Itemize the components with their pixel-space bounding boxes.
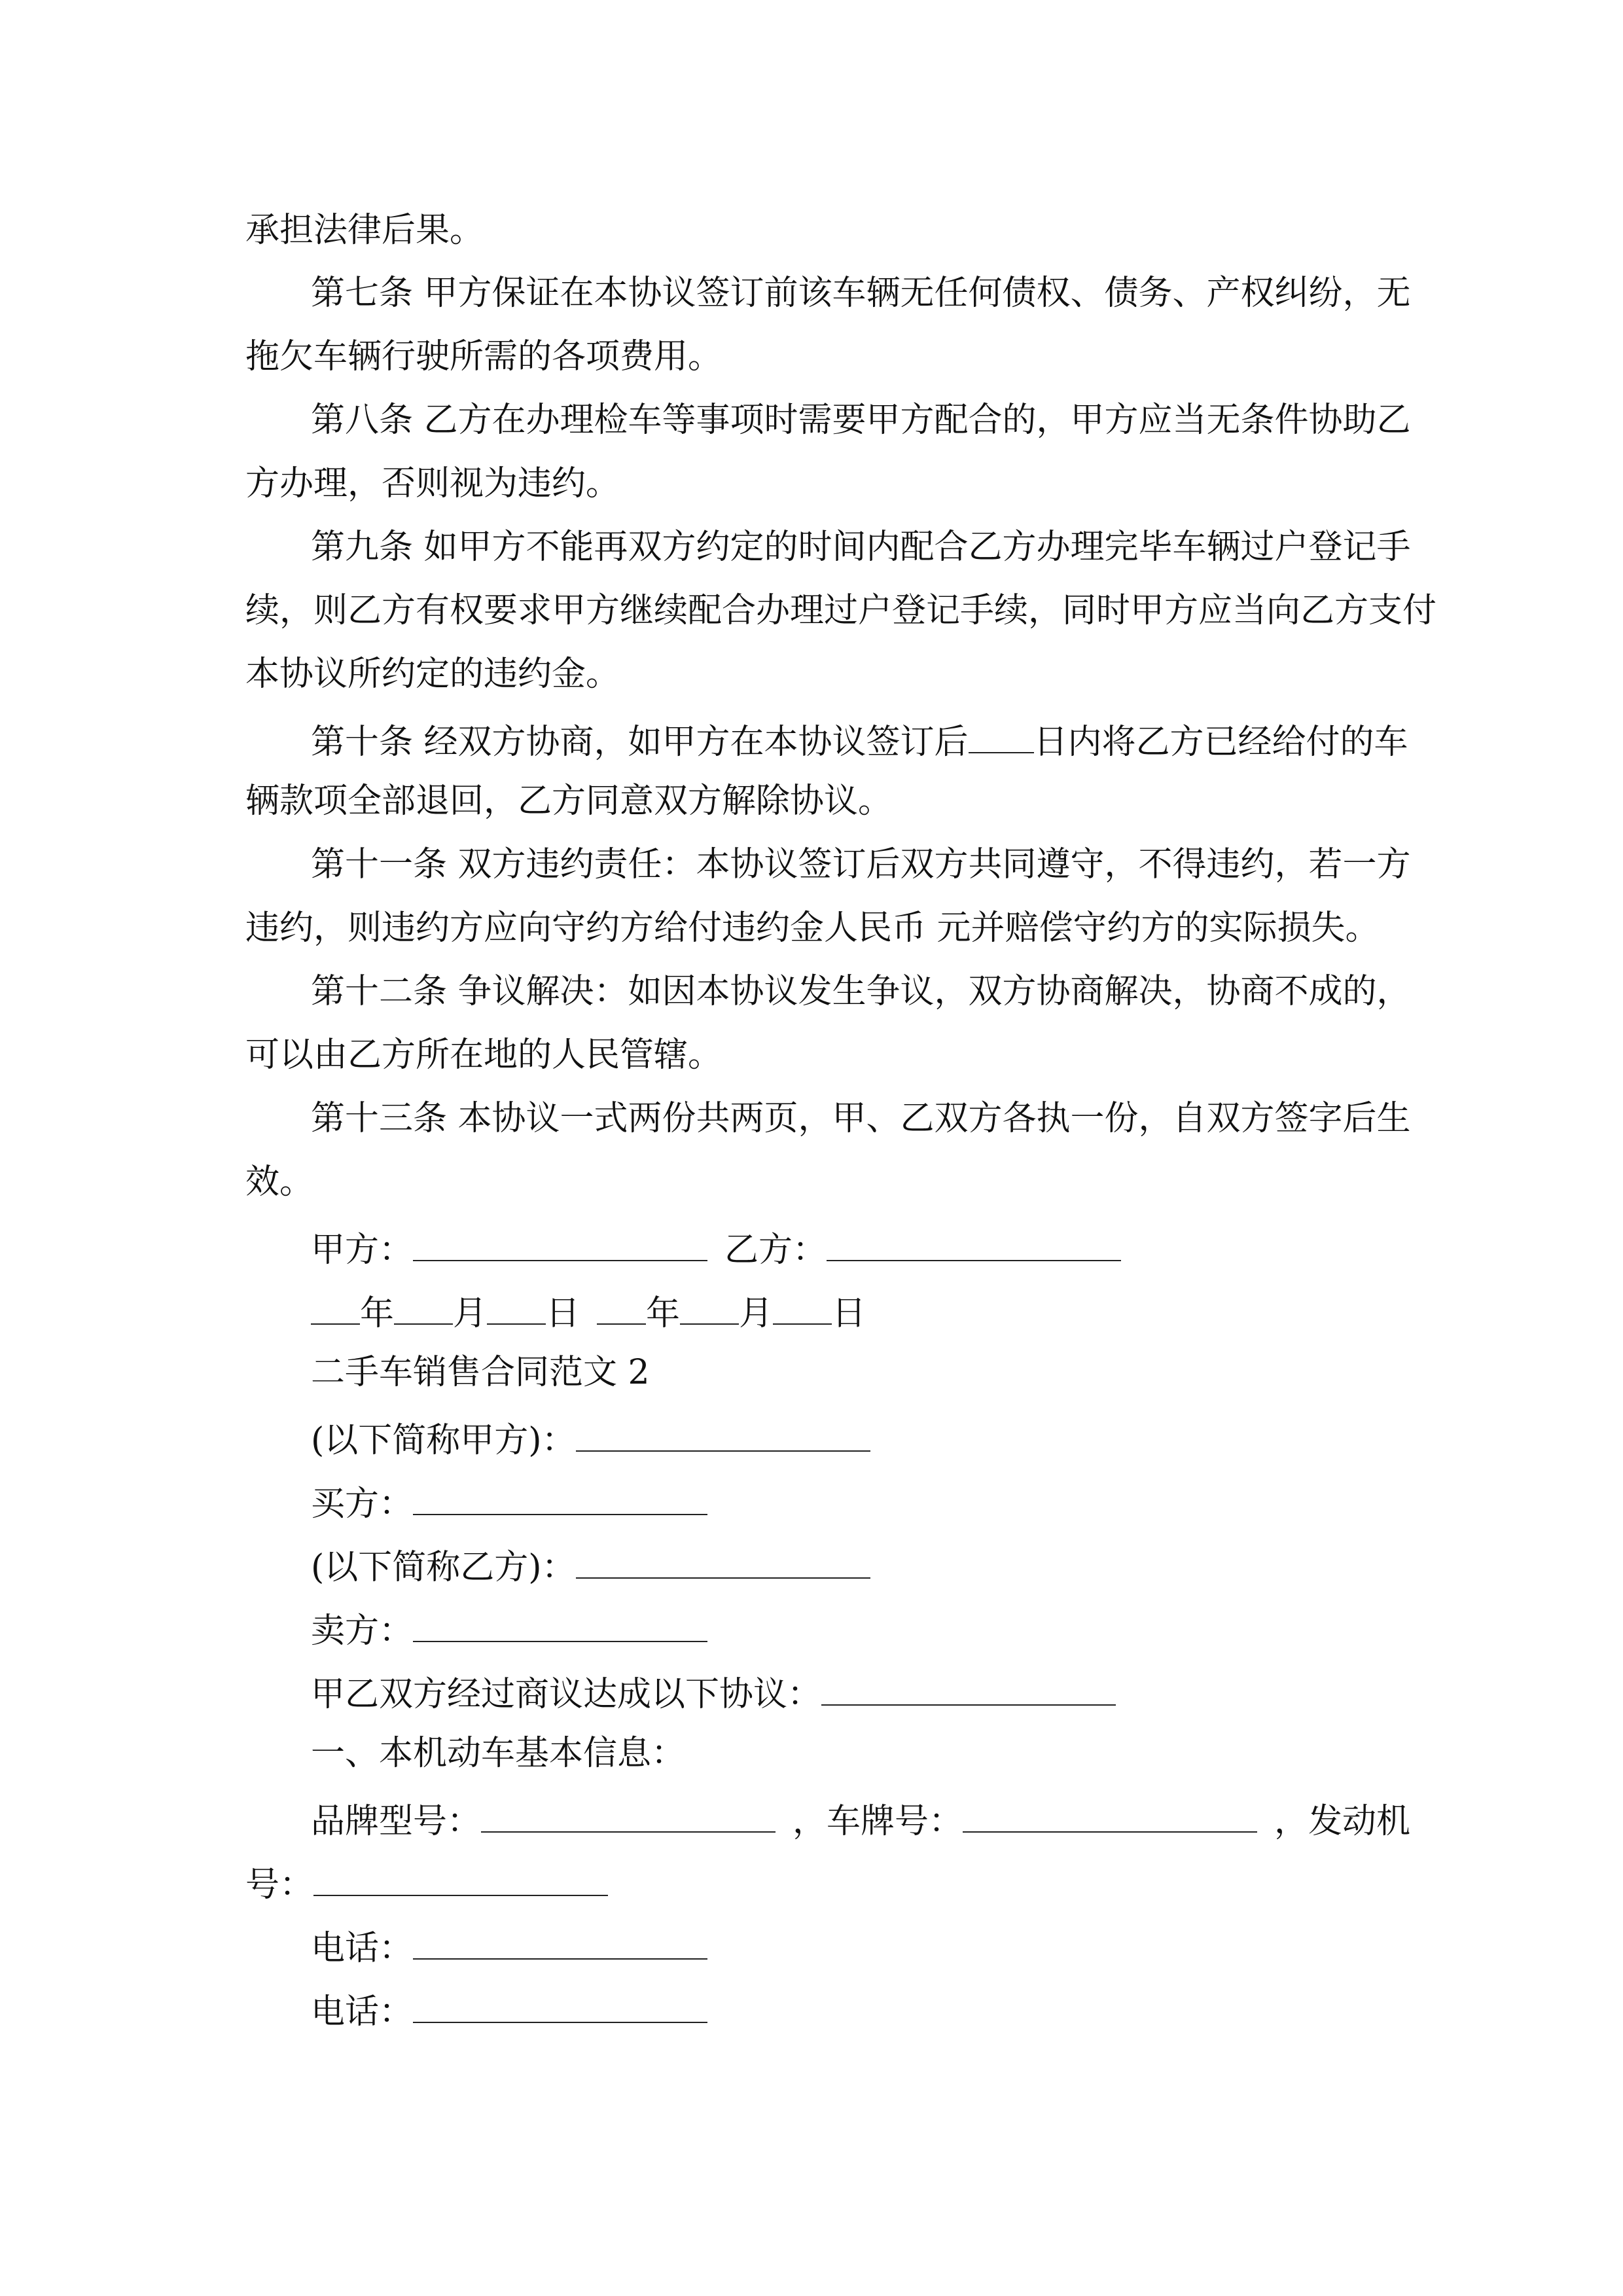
party-b-field[interactable] — [827, 1226, 1121, 1261]
engine-row — [245, 1861, 1384, 1905]
clause-12-line-1: 第十二条 争议解决：如因本协议发生争议，双方协商解决，协商不成的， — [311, 972, 1411, 1011]
agreement-row — [311, 1670, 1384, 1714]
phone-row-1 — [311, 1924, 1384, 1968]
engine-label-suffix: 号： — [245, 1865, 314, 1905]
vehicle-info-row — [311, 1797, 1411, 1841]
vehicle-info-heading: 一、本机动车基本信息： — [311, 1734, 686, 1773]
clause-8-line-1: 第八条 乙方在办理检车等事项时需要甲方配合的，甲方应当无条件协助乙 — [311, 401, 1411, 440]
clause-7-line-1: 第七条 甲方保证在本协议签订前该车辆无任何债权、债务、产权纠纷，无 — [311, 274, 1411, 313]
year-label: 年 — [360, 1294, 395, 1333]
month-label: 月 — [739, 1294, 774, 1333]
days-blank[interactable] — [969, 718, 1034, 753]
clause-13-line-2: 效。 — [245, 1162, 314, 1202]
hereinafter-b-row — [311, 1543, 1384, 1587]
clause-11-line-1: 第十一条 双方违约责任：本协议签订后双方共同遵守，不得违约，若一方 — [311, 845, 1411, 884]
date-row — [311, 1289, 1384, 1333]
brand-model-field[interactable] — [481, 1797, 776, 1833]
clause-9-line-3: 本协议所约定的违约金。 — [245, 655, 620, 694]
party-a-field[interactable] — [413, 1226, 707, 1261]
plate-label: ，车牌号： — [793, 1802, 963, 1841]
hereinafter-a-row — [311, 1416, 1384, 1460]
year-label: 年 — [646, 1294, 681, 1333]
section-title: 二手车销售合同范文 2 — [311, 1353, 650, 1392]
day-label: 日 — [546, 1294, 580, 1333]
day-blank-a[interactable] — [487, 1289, 546, 1325]
buyer-field[interactable] — [413, 1480, 707, 1515]
paragraph-line: 承担法律后果。 — [245, 211, 484, 250]
seller-field[interactable] — [413, 1607, 707, 1642]
clause-9-line-2: 续，则乙方有权要求甲方继续配合办理过户登记手续，同时甲方应当向乙方支付 — [245, 591, 1437, 630]
phone-label-2: 电话： — [311, 1992, 414, 2032]
agreement-label: 甲乙双方经过商议达成以下协议： — [311, 1675, 822, 1714]
clause-10-line-1 — [311, 718, 1408, 762]
clause-12-line-2: 可以由乙方所在地的人民管辖。 — [245, 1035, 722, 1075]
phone-label-1: 电话： — [311, 1929, 414, 1968]
buyer-row — [311, 1480, 1384, 1524]
year-blank-a[interactable] — [311, 1289, 360, 1325]
hereinafter-a-label: (以下简称甲方)： — [311, 1421, 576, 1460]
hereinafter-b-field[interactable] — [576, 1543, 870, 1579]
month-blank-a[interactable] — [394, 1289, 453, 1325]
hereinafter-b-label: (以下简称乙方)： — [311, 1548, 576, 1587]
day-label: 日 — [832, 1294, 866, 1333]
clause-10-line-2: 辆款项全部退回，乙方同意双方解除协议。 — [245, 781, 893, 821]
phone-row-2 — [311, 1988, 1384, 2032]
party-b-label: 乙方： — [724, 1230, 827, 1270]
clause-8-line-2: 方办理，否则视为违约。 — [245, 464, 620, 503]
clause-9-line-1: 第九条 如甲方不能再双方约定的时间内配合乙方办理完毕车辆过户登记手 — [311, 528, 1411, 567]
hereinafter-a-field[interactable] — [576, 1416, 870, 1452]
month-blank-b[interactable] — [680, 1289, 739, 1325]
engine-label: ，发动机 — [1274, 1802, 1411, 1841]
clause-10-text-b: 日内将乙方已经给付的车 — [1033, 723, 1408, 762]
month-label: 月 — [453, 1294, 488, 1333]
seller-row — [311, 1607, 1384, 1651]
day-blank-b[interactable] — [773, 1289, 832, 1325]
brand-model-label: 品牌型号： — [311, 1802, 482, 1841]
phone-field-2[interactable] — [413, 1988, 707, 2023]
signature-row — [311, 1226, 1384, 1270]
clause-7-line-2: 拖欠车辆行驶所需的各项费用。 — [245, 337, 722, 376]
seller-label: 卖方： — [311, 1611, 414, 1651]
party-a-label: 甲方： — [311, 1230, 414, 1270]
buyer-label: 买方： — [311, 1484, 414, 1524]
phone-field-1[interactable] — [413, 1924, 707, 1960]
clause-13-line-1: 第十三条 本协议一式两份共两页，甲、乙双方各执一份，自双方签字后生 — [311, 1099, 1411, 1138]
engine-field[interactable] — [313, 1861, 608, 1896]
clause-11-line-2: 违约，则违约方应向守约方给付违约金人民币 元并赔偿守约方的实际损失。 — [245, 908, 1380, 948]
plate-field[interactable] — [963, 1797, 1257, 1833]
agreement-field[interactable] — [821, 1670, 1116, 1706]
clause-10-text-a: 第十条 经双方协商，如甲方在本协议签订后 — [311, 723, 969, 762]
year-blank-b[interactable] — [597, 1289, 646, 1325]
